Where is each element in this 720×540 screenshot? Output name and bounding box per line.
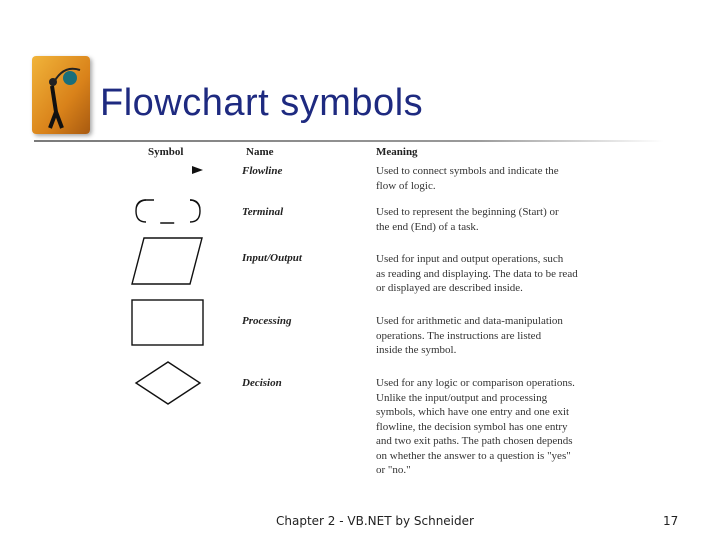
processing-symbol-icon (130, 298, 206, 348)
header-symbol: Symbol (148, 146, 184, 158)
row-name-terminal: Terminal (242, 206, 284, 218)
slide-title: Flowchart symbols (100, 82, 424, 124)
row-meaning-processing: Used for arithmetic and data-manipulation operations. The instructions are listed inside the symbol. (376, 315, 563, 356)
header-name: Name (246, 146, 274, 158)
title-divider (34, 140, 664, 142)
header-meaning: Meaning (376, 146, 418, 158)
row-meaning-decision: Used for any logic or comparison operations. Unlike the input/output and processing symbols, which have one entry and one exit flowline, the decision symbol has one entry and two exit paths. The path chosen depends on whether the answer to a question is "yes" or "no." (376, 377, 575, 476)
row-meaning-terminal: Used to represent the beginning (Start) or the end (End) of a task. (376, 206, 559, 233)
decision-symbol-icon (133, 360, 203, 406)
flowline-symbol-icon (190, 164, 206, 176)
terminal-symbol-icon (134, 198, 202, 226)
row-name-input-output: Input/Output (242, 252, 302, 264)
row-name-processing: Processing (242, 315, 292, 327)
logo-image (32, 56, 90, 134)
row-name-flowline: Flowline (242, 165, 283, 177)
row-meaning-input-output: Used for input and output operations, such as reading and displaying. The data to be read or displayed are described inside. (376, 253, 578, 294)
input-output-symbol-icon (130, 236, 206, 286)
page-number: 17 (663, 514, 679, 528)
row-meaning-flowline: Used to connect symbols and indicate the flow of logic. (376, 165, 559, 192)
row-name-decision: Decision (242, 377, 282, 389)
footer-text: Chapter 2 - VB.NET by Schneider (276, 514, 474, 528)
